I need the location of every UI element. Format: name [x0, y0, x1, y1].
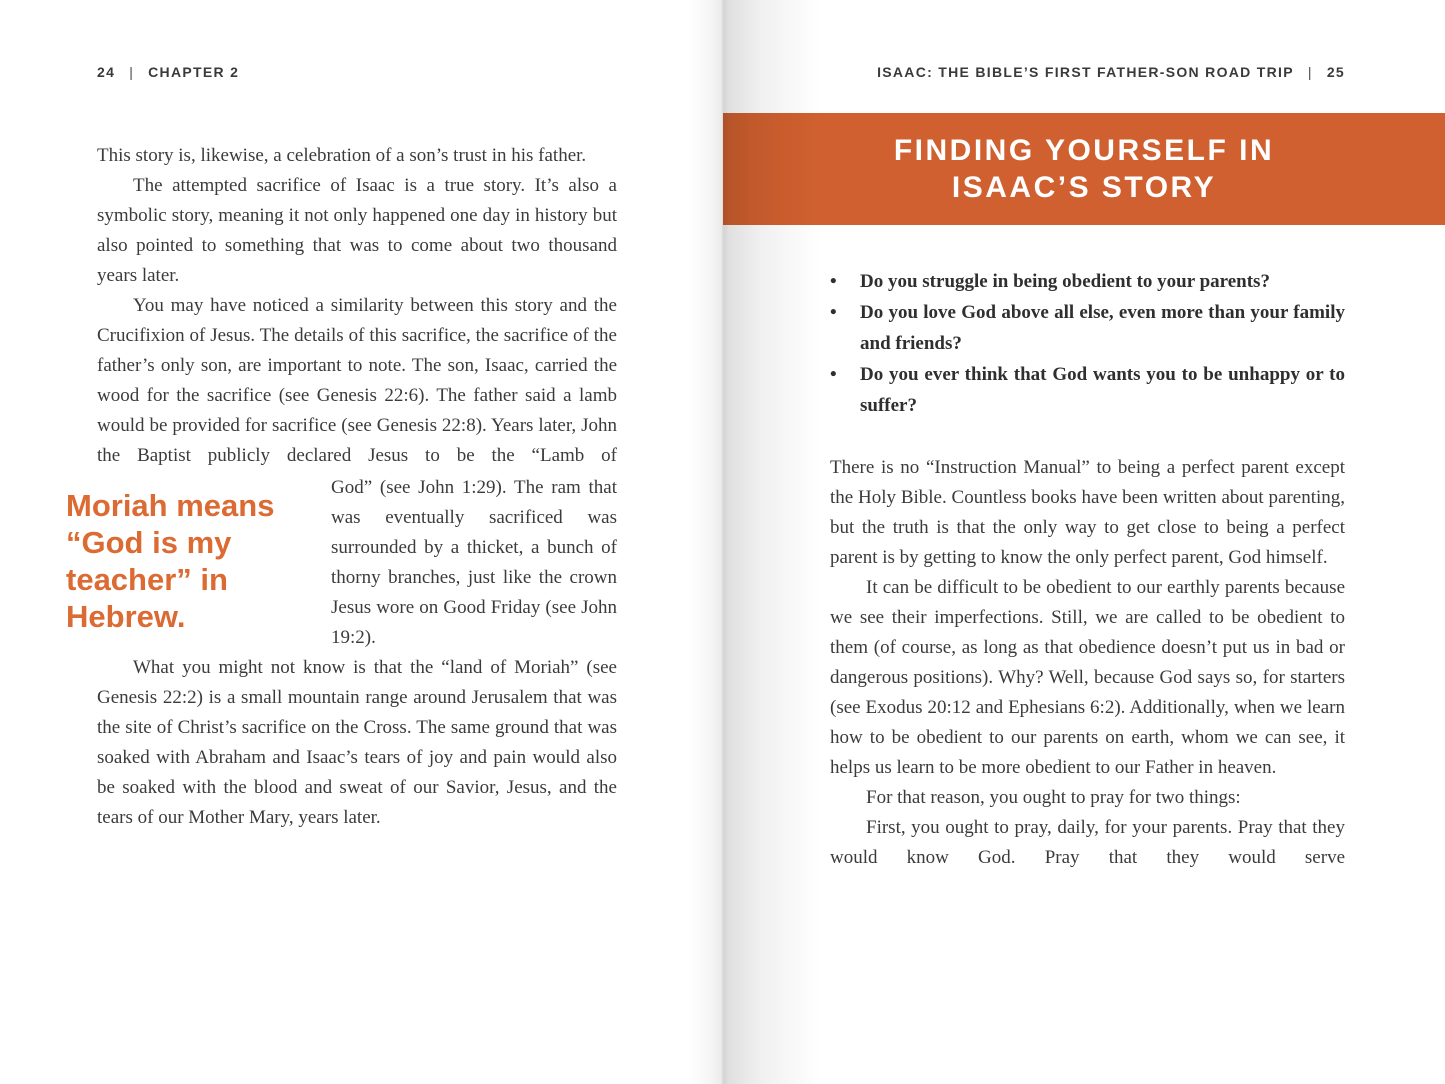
bullet-icon: • [830, 271, 837, 292]
paragraph: What you might not know is that the “land of Moriah” (see Genesis 22:2) is a small mountain range around Jerusalem that was the site of Christ’s sacrifice on the Cross. The same ground that was soaked with Abraham and Isaac’s tears of joy and pain would also be soaked with the blood and sweat of our Savior, Jesus, and the tears of our Mother Mary, years later. [97, 657, 617, 828]
pull-quote-row [66, 473, 617, 653]
paragraph: This story is, likewise, a celebration of a son’s trust in his father. [97, 145, 587, 166]
section-title-line2: ISAAC’S STORY [951, 171, 1217, 204]
list-item [830, 359, 1345, 421]
bullet-text: Do you love God above all else, even more than your family and friends? [860, 302, 1345, 354]
running-title: ISAAC: THE BIBLE’S FIRST FATHER-SON ROAD TRIP [877, 64, 1294, 80]
left-body-column [66, 141, 617, 833]
bullet-icon: • [830, 302, 837, 323]
running-head-left [97, 64, 239, 80]
section-banner [723, 113, 1445, 225]
list-item [830, 297, 1345, 359]
paragraph-beside-quote: God” (see John 1:29). The ram that was eventually sacrificed was surrounded by a thicket, a bunch of thorny branches, just like the crown Jesus wore on Good Friday (see John 19:2). [331, 477, 617, 648]
section-title-line1: FINDING YOURSELF IN [893, 134, 1275, 167]
running-head-right [877, 64, 1345, 80]
paragraph: The attempted sacrifice of Isaac is a true story. It’s also a symbolic story, meaning it not only happened one day in history but also pointed to something that was to come about two thousand years later. [97, 175, 617, 286]
bullet-text: Do you struggle in being obedient to your parents? [860, 271, 1270, 292]
right-body-column [830, 266, 1345, 873]
paragraph: There is no “Instruction Manual” to being a perfect parent except the Holy Bible. Countless books have been written about parenting, but the truth is that the only way to get close to being a perfect parent is by getting to know the only perfect parent, God himself. [830, 457, 1345, 568]
paragraph: It can be difficult to be obedient to our earthly parents because we see their imperfections. Still, we are called to be obedient to them (of course, as long as that obedience doesn’t put us in bad or dangerous positions). Why? Well, because God says so, for starters (see Exodus 20:12 and Ephesians 6:2). Additionally, when we learn how to be obedient to our parents on earth, whom we can see, it helps us learn to be more obedient to our Father in heaven. [830, 577, 1345, 778]
header-divider: | [1307, 64, 1313, 80]
reflection-question-list [830, 266, 1345, 421]
paragraph: You may have noticed a similarity between this story and the Crucifixion of Jesus. The details of this sacrifice, the sacrifice of the father’s only son, are important to note. The son, Isaac, carried the wood for the sacrifice (see Genesis 22:6). The father said a lamb would be provided for sacrifice (see Genesis 22:8). Years later, John the Baptist publicly declared Jesus to be the “Lamb of [97, 295, 617, 466]
page-number: 24 [97, 64, 116, 80]
bullet-icon: • [830, 364, 837, 385]
bullet-text: Do you ever think that God wants you to be unhappy or to suffer? [860, 364, 1345, 416]
book-page-right [723, 0, 1445, 1084]
paragraph: First, you ought to pray, daily, for your parents. Pray that they would know God. Pray that they would serve [830, 817, 1345, 868]
header-divider: | [129, 64, 135, 80]
page-number: 25 [1326, 64, 1345, 80]
pull-quote: Moriah means “God is my teacher” in Hebrew. [66, 488, 275, 634]
chapter-label: CHAPTER 2 [148, 64, 240, 80]
paragraph: For that reason, you ought to pray for two things: [866, 787, 1241, 808]
list-item [830, 266, 1345, 297]
